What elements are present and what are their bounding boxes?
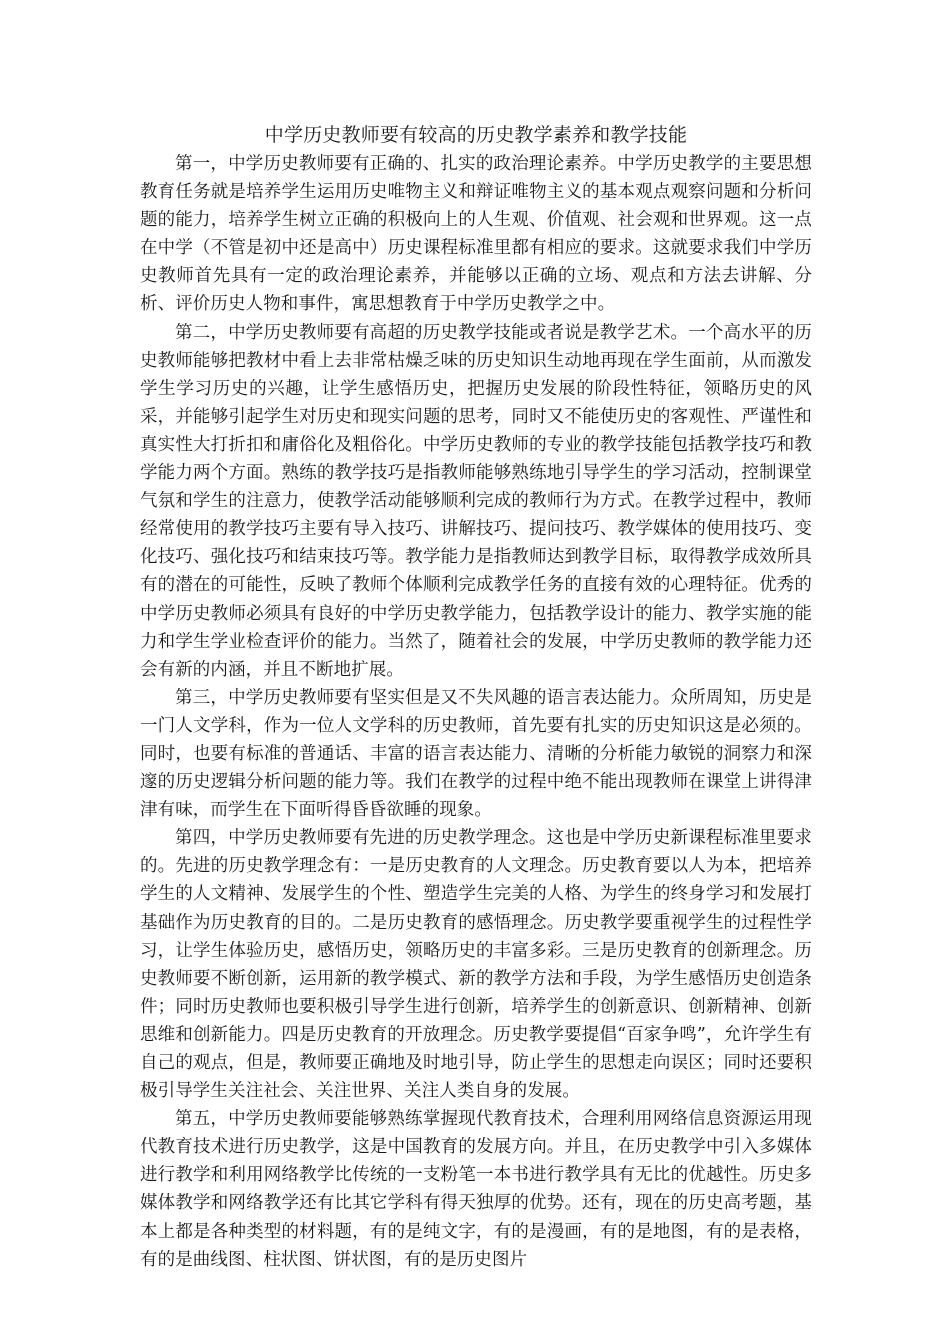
paragraph-5: 第五，中学历史教师要能够熟练掌握现代教育技术，合理利用网络信息资源运用现代教育技术进行历史教学，这是中国教育的发展方向。并且，在历史教学中引入多媒体进行教学和利用网络教学比传统的一支粉笔一本书进行教学具有无比的优越性。历史多媒体教学和网络教学还有比其它学科有得天独厚的优势。还有，现在的历史高考题，基本上都是各种类型的材料题，有的是纯文字，有的是漫画，有的是地图，有的是表格，有的是曲线图、柱状图、饼状图，有的是历史图片 (140, 1109, 812, 1270)
paragraph-4: 第四，中学历史教师要有先进的历史教学理念。这也是中学历史新课程标准里要求的。先进的历史教学理念有：一是历史教育的人文理念。历史教育要以人为本，把培养学生的人文精神、发展学生的个性、塑造学生完美的人格、为学生的终身学习和发展打基础作为历史教育的目的。二是历史教育的感悟理念。历史教学要重视学生的过程性学习，让学生体验历史，感悟历史，领略历史的丰富多彩。三是历史教育的创新理念。历史教师要不断创新，运用新的教学模式、新的教学方法和手段，为学生感悟历史创造条件；同时历史教师也要积极引导学生进行创新，培养学生的创新意识、创新精神、创新思维和创新能力。四是历史教育的开放理念。历史教学要提倡“百家争鸣”，允许学生有自己的观点，但是，教师要正确地及时地引导，防止学生的思想走向误区；同时还要积极引导学生关注社会、关注世界、关注人类自身的发展。 (140, 828, 812, 1102)
document-title: 中学历史教师要有较高的历史教学素养和教学技能 (264, 124, 688, 146)
paragraph-2: 第二，中学历史教师要有高超的历史教学技能或者说是教学艺术。一个高水平的历史教师能够把教材中看上去非常枯燥乏味的历史知识生动地再现在学生面前，从而激发学生学习历史的兴趣，让学生感悟历史，把握历史发展的阶段性特征，领略历史的风采，并能够引起学生对历史和现实问题的思考，同时又不能使历史的客观性、严谨性和真实性大打折扣和庸俗化及粗俗化。中学历史教师的专业的教学技能包括教学技巧和教学能力两个方面。熟练的教学技巧是指教师能够熟练地引导学生的学习活动，控制课堂气氛和学生的注意力，使教学活动能够顺利完成的教师行为方式。在教学过程中，教师经常使用的教学技巧主要有导入技巧、讲解技巧、提问技巧、教学媒体的使用技巧、变化技巧、强化技巧和结束技巧等。教学能力是指教师达到教学目标，取得教学成效所具有的潜在的可能性，反映了教师个体顺利完成教学任务的直接有效的心理特征。优秀的中学历史教师必须具有良好的中学历史教学能力，包括教学设计的能力、教学实施的能力和学生学业检查评价的能力。当然了，随着社会的发展，中学历史教师的教学能力还会有新的内涵，并且不断地扩展。 (140, 322, 812, 680)
paragraph-3: 第三，中学历史教师要有坚实但是又不失风趣的语言表达能力。众所周知，历史是一门人文学科，作为一位人文学科的历史教师，首先要有扎实的历史知识这是必须的。同时，也要有标准的普通话、丰富的语言表达能力、清晰的分析能力敏锐的洞察力和深邃的历史逻辑分析问题的能力等。我们在教学的过程中绝不能出现教师在课堂上讲得津津有味，而学生在下面听得昏昏欲睡的现象。 (140, 687, 812, 821)
paragraph-1: 第一，中学历史教师要有正确的、扎实的政治理论素养。中学历史教学的主要思想教育任务就是培养学生运用历史唯物主义和辩证唯物主义的基本观点观察问题和分析问题的能力，培养学生树立正确的积极向上的人生观、价值观、社会观和世界观。这一点在中学（不管是初中还是高中）历史课程标准里都有相应的要求。这就要求我们中学历史教师首先具有一定的政治理论素养，并能够以正确的立场、观点和方法去讲解、分析、评价历史人物和事件，寓思想教育于中学历史教学之中。 (140, 154, 812, 315)
document-page (140, 120, 812, 1274)
